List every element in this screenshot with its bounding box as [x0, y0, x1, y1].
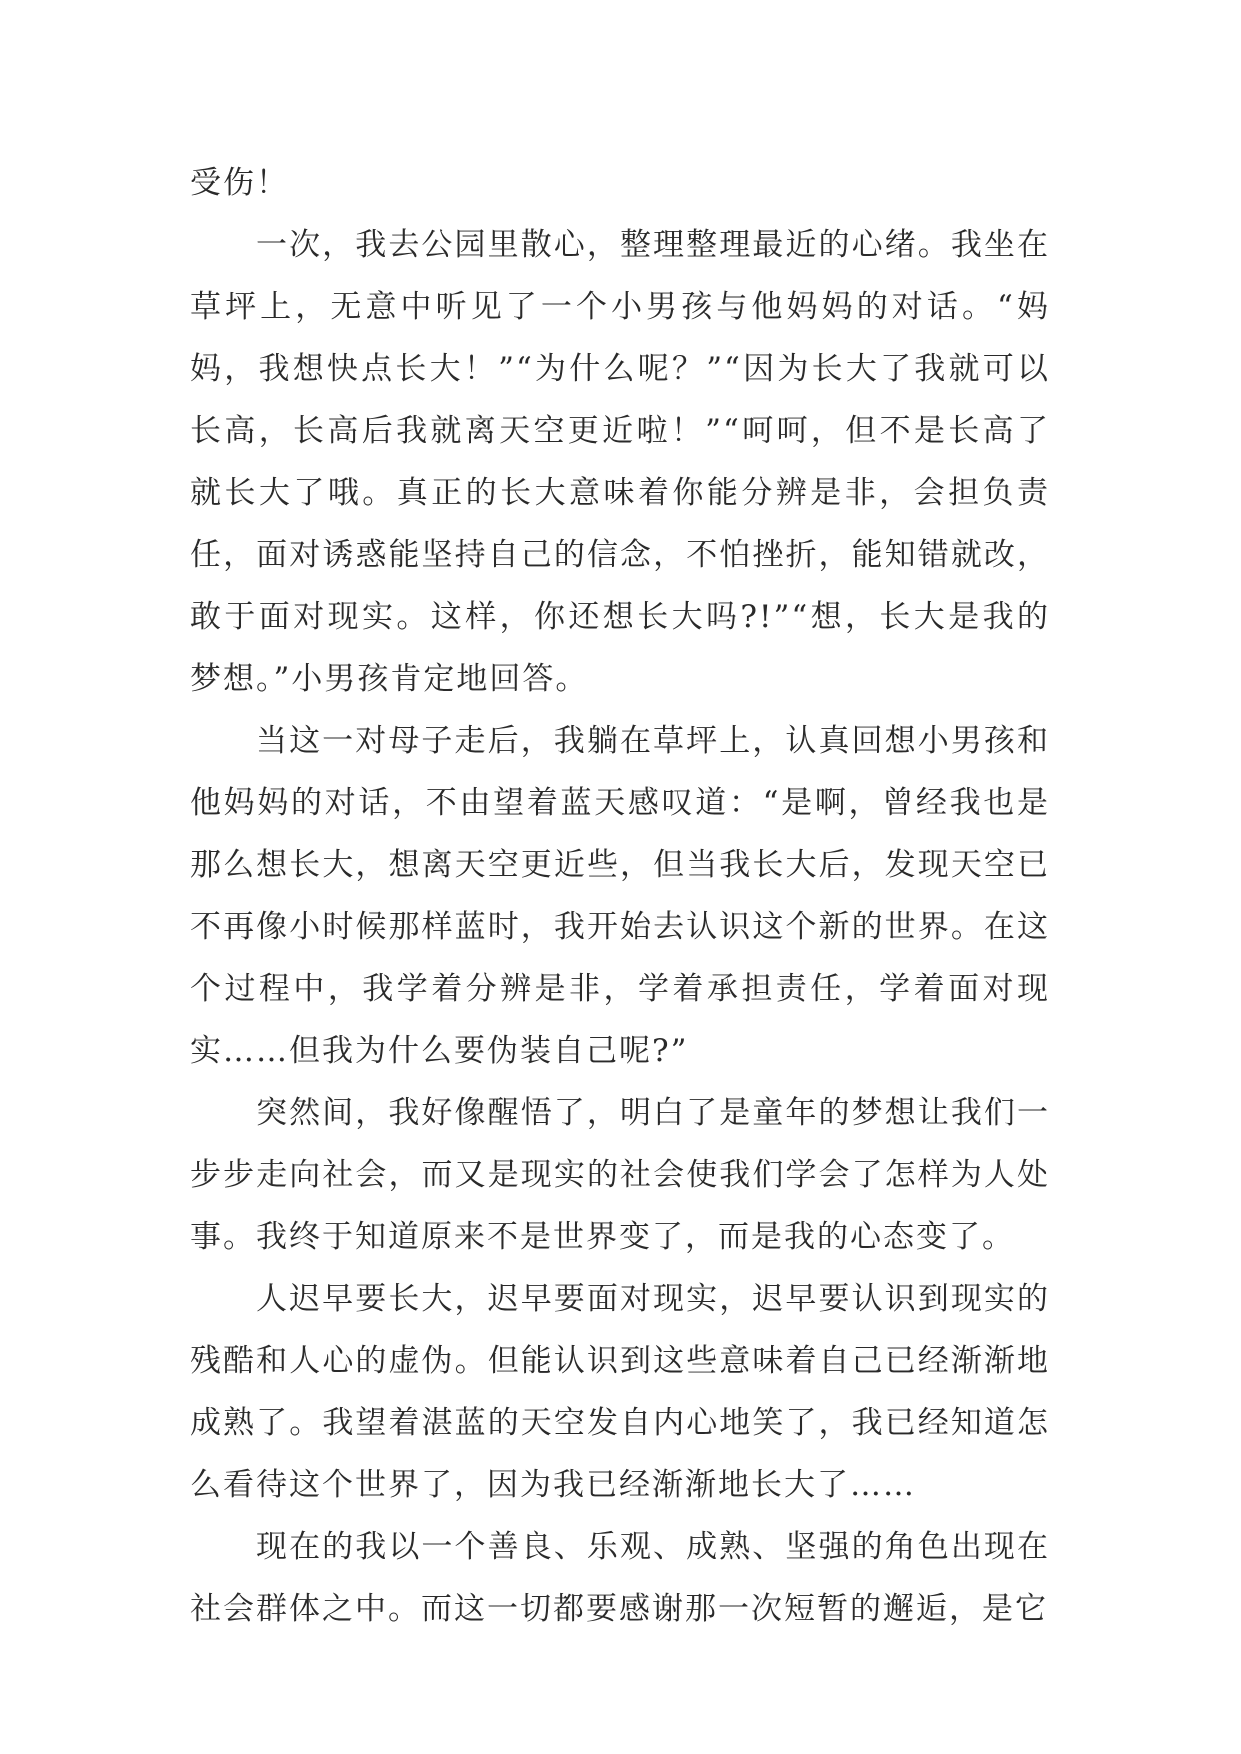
paragraph: 当这一对母子走后，我躺在草坪上，认真回想小男孩和他妈妈的对话，不由望着蓝天感叹道：“是啊，曾经我也是那么想长大，想离天空更近些，但当我长大后，发现天空已不再像小时候那样蓝时，我开始去认识这个新的世界。在这个过程中，我学着分辨是非，学着承担责任，学着面对现实……但我为什么要伪装自己呢?” [190, 723, 1050, 1069]
paragraph: 受伤！ [190, 165, 289, 201]
paragraph: 突然间，我好像醒悟了，明白了是童年的梦想让我们一步步走向社会，而又是现实的社会使我们学会了怎样为人处事。我终于知道原来不是世界变了，而是我的心态变了。 [190, 1095, 1050, 1255]
document-body [190, 152, 1050, 1640]
paragraph: 现在的我以一个善良、乐观、成熟、坚强的角色出现在社会群体之中。而这一切都要感谢那一次短暂的邂逅，是它 [190, 1529, 1050, 1627]
paragraph: 一次，我去公园里散心，整理整理最近的心绪。我坐在草坪上，无意中听见了一个小男孩与他妈妈的对话。“妈妈，我想快点长大！”“为什么呢？”“因为长大了我就可以长高，长高后我就离天空更近啦！”“呵呵，但不是长高了就长大了哦。真正的长大意味着你能分辨是非，会担负责任，面对诱惑能坚持自己的信念，不怕挫折，能知错就改，敢于面对现实。这样，你还想长大吗?!”“想，长大是我的梦想。”小男孩肯定地回答。 [190, 227, 1050, 697]
paragraph: 人迟早要长大，迟早要面对现实，迟早要认识到现实的残酷和人心的虚伪。但能认识到这些意味着自己已经渐渐地成熟了。我望着湛蓝的天空发自内心地笑了，我已经知道怎么看待这个世界了，因为我已经渐渐地长大了…… [190, 1281, 1050, 1503]
